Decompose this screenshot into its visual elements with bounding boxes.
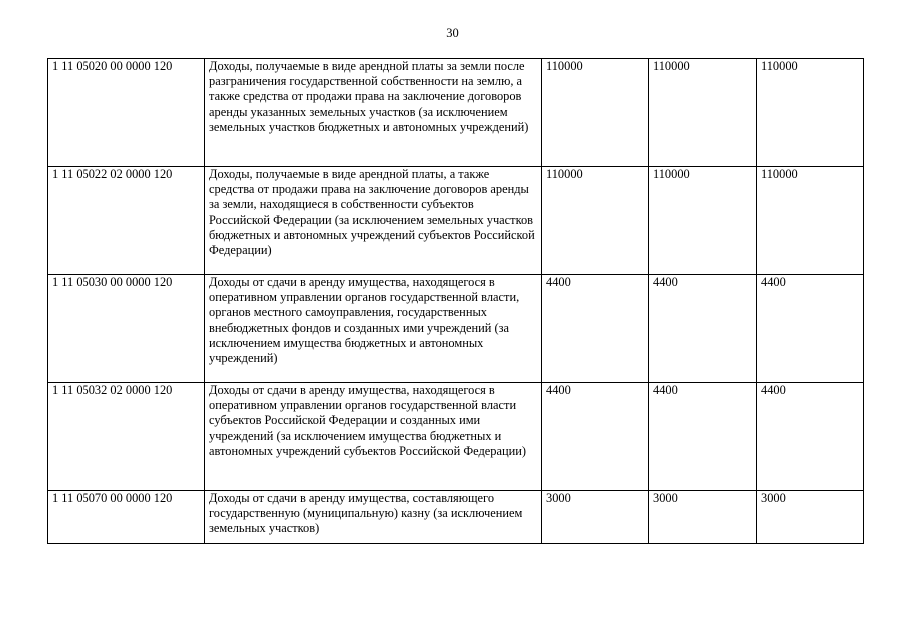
table-row: [48, 275, 864, 383]
table-row: [48, 491, 864, 544]
amount-cell-year-1: 3000: [542, 491, 649, 544]
amount-cell-year-2: 4400: [649, 275, 757, 383]
description-cell: Доходы от сдачи в аренду имущества, составляющего государственную (муниципальную) казну (за исключением земельных участков): [205, 491, 542, 544]
amount-cell-year-1: 4400: [542, 383, 649, 491]
amount-cell-year-3: 3000: [757, 491, 864, 544]
amount-cell-year-3: 4400: [757, 383, 864, 491]
amount-cell-year-3: 4400: [757, 275, 864, 383]
amount-cell-year-1: 110000: [542, 59, 649, 167]
revenue-table: [47, 58, 864, 544]
amount-cell-year-2: 4400: [649, 383, 757, 491]
table-row: [48, 167, 864, 275]
budget-code-cell: 1 11 05070 00 0000 120: [48, 491, 205, 544]
budget-code-cell: 1 11 05020 00 0000 120: [48, 59, 205, 167]
amount-cell-year-3: 110000: [757, 167, 864, 275]
description-cell: Доходы, получаемые в виде арендной платы за земли после разграничения государственной собственности на землю, а также средства от продажи права на заключение договоров аренды указанных земельных участков (за исключением земельных участков бюджетных и автономных учреждений): [205, 59, 542, 167]
description-cell: Доходы от сдачи в аренду имущества, находящегося в оперативном управлении органов государственной власти субъектов Российской Федерации и созданных ими учреждений (за исключением имущества бюджетных и автономных учреждений субъектов Российской Федерации): [205, 383, 542, 491]
description-cell: Доходы от сдачи в аренду имущества, находящегося в оперативном управлении органов государственной власти, органов местного самоуправления, государственных внебюджетных фондов и созданных ими учреждений (за исключением имущества бюджетных и автономных учреждений): [205, 275, 542, 383]
budget-code-cell: 1 11 05030 00 0000 120: [48, 275, 205, 383]
page-number: 30: [446, 26, 459, 40]
table-row: [48, 59, 864, 167]
budget-code-cell: 1 11 05032 02 0000 120: [48, 383, 205, 491]
amount-cell-year-1: 4400: [542, 275, 649, 383]
amount-cell-year-2: 3000: [649, 491, 757, 544]
budget-code-cell: 1 11 05022 02 0000 120: [48, 167, 205, 275]
amount-cell-year-1: 110000: [542, 167, 649, 275]
amount-cell-year-3: 110000: [757, 59, 864, 167]
amount-cell-year-2: 110000: [649, 59, 757, 167]
description-cell: Доходы, получаемые в виде арендной платы, а также средства от продажи права на заключение договоров аренды за земли, находящиеся в собственности субъектов Российской Федерации (за исключением земельных участков бюджетных и автономных учреждений субъектов Российской Федерации): [205, 167, 542, 275]
table-row: [48, 383, 864, 491]
amount-cell-year-2: 110000: [649, 167, 757, 275]
